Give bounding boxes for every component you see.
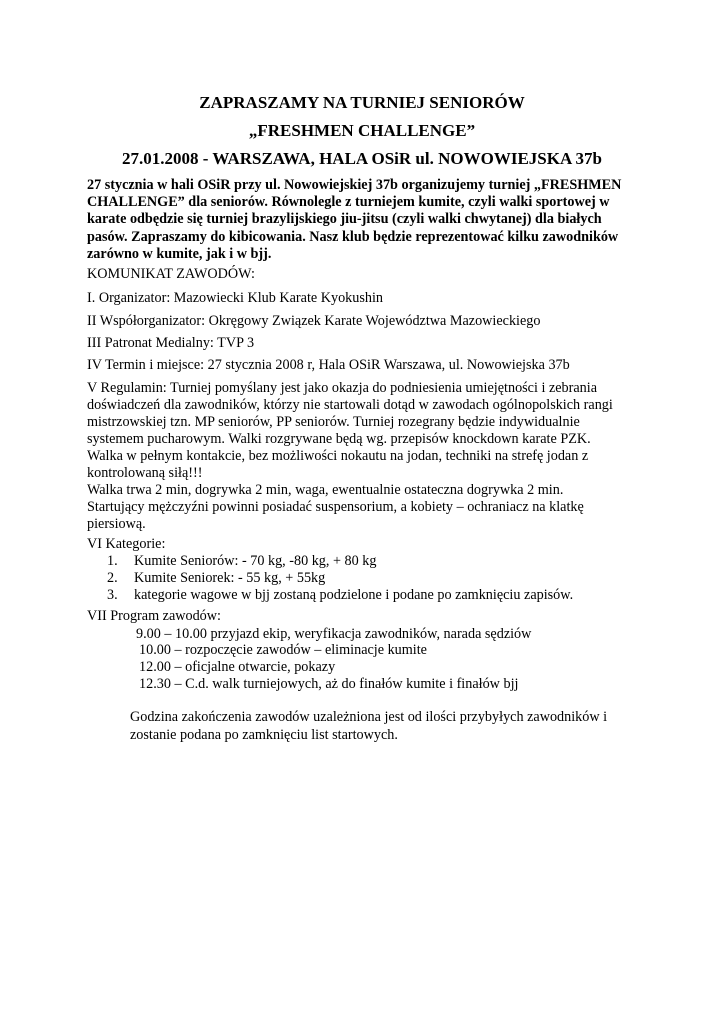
rules-line: kontrolowaną siłą!!! xyxy=(87,465,203,481)
organizer-line: I. Organizator: Mazowiecki Klub Karate Kyokushin xyxy=(87,290,384,306)
title-line-1: ZAPRASZAMY NA TURNIEJ SENIORÓW xyxy=(199,93,525,112)
rules-line: doświadczeń dla zawodników, którzy nie startowali dotąd w zawodach ogólnopolskich rangi xyxy=(87,397,613,413)
closing-line: zostanie podana po zamknięciu list startowych. xyxy=(130,727,398,743)
program-item: 12.30 – C.d. walk turniejowych, aż do finałów kumite i finałów bjj xyxy=(139,676,519,692)
rules-line: mistrzowskiej tzn. MP seniorów, PP seniorów. Turniej rozegrany będzie indywidualnie xyxy=(87,414,580,430)
media-patron-line: III Patronat Medialny: TVP 3 xyxy=(87,335,255,351)
rules-line: systemem pucharowym. Walki rozgrywane będą wg. przepisów knockdown karate PZK. xyxy=(87,431,591,447)
program-item: 10.00 – rozpoczęcie zawodów – eliminacje kumite xyxy=(139,642,427,658)
category-text: kategorie wagowe w bjj zostaną podzielone i podane po zamknięciu zapisów. xyxy=(134,587,574,603)
closing-note xyxy=(130,708,650,744)
lead-line: CHALLENGE” dla seniorów. Równolegle z turniejem kumite, czyli walki sportowej w xyxy=(87,194,610,211)
program-item: 9.00 – 10.00 przyjazd ekip, weryfikacja zawodników, narada sędziów xyxy=(136,626,532,642)
rules-line: piersiową. xyxy=(87,516,146,532)
title-line-2: „FRESHMEN CHALLENGE” xyxy=(248,121,476,140)
category-item xyxy=(107,570,325,587)
category-item xyxy=(107,553,376,570)
rules-line: Walka w pełnym kontakcie, bez możliwości nokautu na jodan, techniki na strefę jodan z xyxy=(87,448,589,464)
lead-line: karate odbędzie się turniej brazylijskiego jiu-jitsu (czyli walki chwytanej) dla białych xyxy=(87,211,602,228)
lead-paragraph xyxy=(87,177,647,263)
category-text: Kumite Seniorów: - 70 kg, -80 kg, + 80 kg xyxy=(134,553,377,569)
lead-line: pasów. Zapraszamy do kibicowania. Nasz klub będzie reprezentować kilku zawodników xyxy=(87,228,619,245)
category-number: 1. xyxy=(107,553,118,569)
co-organizer-line: II Współorganizator: Okręgowy Związek Karate Województwa Mazowieckiego xyxy=(87,313,541,329)
closing-line: Godzina zakończenia zawodów uzależniona jest od ilości przybyłych zawodników i xyxy=(130,709,608,725)
category-number: 2. xyxy=(107,570,118,586)
category-text: Kumite Seniorek: - 55 kg, + 55kg xyxy=(134,570,326,586)
rules-line: Startujący mężczyźni powinni posiadać suspensorium, a kobiety – ochraniacz na klatkę xyxy=(87,499,584,515)
rules-line: Walka trwa 2 min, dogrywka 2 min, waga, ewentualnie ostateczna dogrywka 2 min. xyxy=(87,482,564,498)
program-item: 12.00 – oficjalne otwarcie, pokazy xyxy=(139,659,336,675)
lead-line: zarówno w kumite, jak i w bjj. xyxy=(87,245,272,262)
rules-paragraph xyxy=(87,380,647,533)
category-item xyxy=(107,587,573,604)
date-place-line: IV Termin i miejsce: 27 stycznia 2008 r, Hala OSiR Warszawa, ul. Nowowiejska 37b xyxy=(87,357,570,373)
announcement-heading: KOMUNIKAT ZAWODÓW: xyxy=(87,266,255,282)
rules-line: V Regulamin: Turniej pomyślany jest jako okazja do podniesienia umiejętności i zebrania xyxy=(87,380,597,396)
category-number: 3. xyxy=(107,587,118,603)
program-heading: VII Program zawodów: xyxy=(87,608,221,624)
categories-heading: VI Kategorie: xyxy=(87,536,166,552)
lead-line: 27 stycznia w hali OSiR przy ul. Nowowiejskiej 37b organizujemy turniej „FRESHMEN xyxy=(87,177,622,193)
title-line-3: 27.01.2008 - WARSZAWA, HALA OSiR ul. NOWOWIEJSKA 37b xyxy=(121,149,603,168)
